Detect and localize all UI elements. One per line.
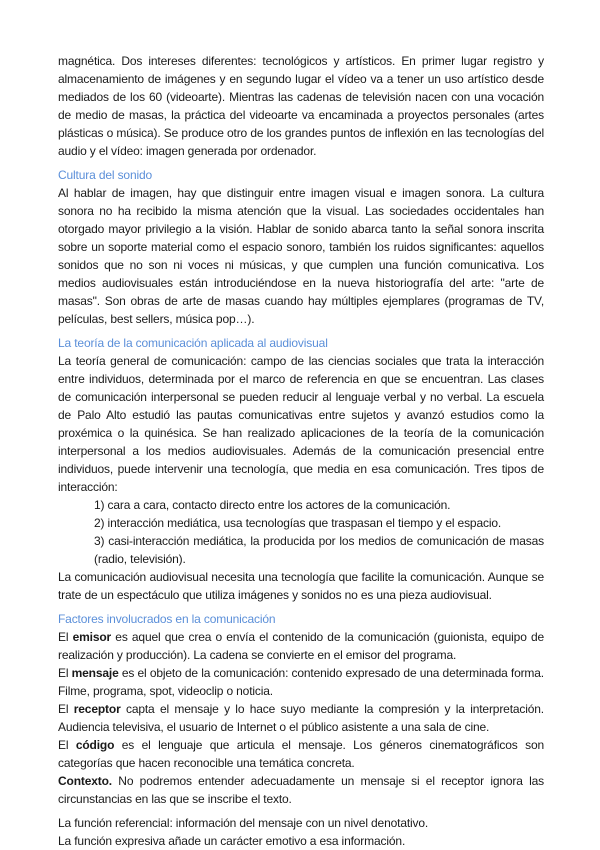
interaction-types-list xyxy=(58,496,544,568)
contexto-paragraph xyxy=(58,772,544,808)
receptor-paragraph xyxy=(58,700,544,736)
funcion-expresiva-line: La función expresiva añade un carácter emotivo a esa información. xyxy=(58,834,406,848)
emisor-text: es aquel que crea o envía el contenido de la comunicación (guionista, equipo de realización y producción). La cadena se convierte en el emisor del programa. xyxy=(58,630,544,662)
receptor-text: capta el mensaje y lo hace suyo mediante la compresión y la interpretación. Audiencia televisiva, el usuario de Internet o el público asistente a una sala de cine. xyxy=(58,702,544,734)
contexto-term: Contexto. xyxy=(58,774,112,788)
codigo-prefix: El xyxy=(58,738,76,752)
mensaje-term: mensaje xyxy=(71,666,119,680)
mensaje-prefix: El xyxy=(58,666,72,680)
list-item: 3) casi-interacción mediática, la producida por los medios de comunicación de masas (radio, televisión). xyxy=(94,534,544,566)
codigo-text: es el lenguaje que articula el mensaje. Los géneros cinematográficos son categorías que hacen reconocible una temática concreta. xyxy=(58,738,544,770)
intro-paragraph: magnética. Dos intereses diferentes: tecnológicos y artísticos. En primer lugar registro y almacenamiento de imágenes y en segundo lugar el vídeo va a tener un uso artístico desde mediados de los 60 (videoarte). Mientras las cadenas de televisión nacen con una vocación de medio de masas, la práctica del videoarte va encaminada a proyectos personales (artes plásticas o música). Se produce otro de los grandes puntos de inflexión en las tecnologías del audio y el vídeo: imagen generada por ordenador. xyxy=(58,54,544,158)
receptor-term: receptor xyxy=(73,702,121,716)
list-item: 2) interacción mediática, usa tecnologías que traspasan el tiempo y el espacio. xyxy=(94,516,502,530)
cultura-sonido-paragraph: Al hablar de imagen, hay que distinguir entre imagen visual e imagen sonora. La cultura sonora no ha recibido la misma atención que la visual. Las sociedades occidentales han otorgado mayor privilegio a la visión. Hablar de sonido abarca tanto la señal sonora inscrita sobre un soporte material como el espacio sonoro, también los ruidos significantes: aquellos sonidos que no son ni voces ni músicas, y que cumplen una función comunicativa. Los medios audiovisuales están introduciéndose en la nueva historiografía del arte: "arte de masas". Son obras de arte de masas cuando hay múltiples ejemplares (programas de TV, películas, best sellers, música pop…). xyxy=(58,186,544,326)
teoria-comunicacion-paragraph: La teoría general de comunicación: campo de las ciencias sociales que trata la interacción entre individuos, determinada por el marco de referencia en que se encuentran. Las clases de comunicación interpersonal se pueden reducir al lenguaje verbal y no verbal. La escuela de Palo Alto estudió las pautas comunicativas entre sujetos y avanzó estudios como la proxémica o la quinésica. Se han realizado aplicaciones de la teoría de la comunicación interpersonal a los medios audiovisuales. Además de la comunicación presencial entre individuos, puede intervenir una tecnología, que media en esa comunicación. Tres tipos de interacción: xyxy=(58,354,544,494)
emisor-term: emisor xyxy=(72,630,112,644)
section-heading-factores: Factores involucrados en la comunicación xyxy=(58,612,276,626)
emisor-paragraph xyxy=(58,628,544,664)
section-heading-teoria-comunicacion: La teoría de la comunicación aplicada al audiovisual xyxy=(58,336,328,350)
list-item: 1) cara a cara, contacto directo entre los actores de la comunicación. xyxy=(94,498,451,512)
funcion-referencial-line: La función referencial: información del mensaje con un nivel denotativo. xyxy=(58,816,429,830)
codigo-paragraph xyxy=(58,736,544,772)
mensaje-text: es el objeto de la comunicación: contenido expresado de una determinada forma. Filme, programa, spot, videoclip o noticia. xyxy=(58,666,544,698)
mensaje-paragraph xyxy=(58,664,544,700)
codigo-term: código xyxy=(75,738,115,752)
document-page xyxy=(58,52,544,850)
contexto-text: No podremos entender adecuadamente un mensaje si el receptor ignora las circunstancias en las que se inscribe el texto. xyxy=(58,774,544,806)
receptor-prefix: El xyxy=(58,702,74,716)
comunicacion-audiovisual-paragraph: La comunicación audiovisual necesita una tecnología que facilite la comunicación. Aunque se trate de un espectáculo que utiliza imágenes y sonidos no es una pieza audiovisual. xyxy=(58,570,544,602)
emisor-prefix: El xyxy=(58,630,73,644)
section-heading-cultura-sonido: Cultura del sonido xyxy=(58,168,153,182)
